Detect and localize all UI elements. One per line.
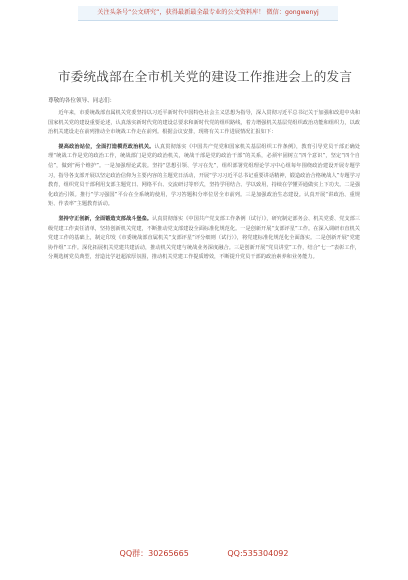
section-1-text: 认真贯彻落实《中国共产党党和国家机关基层组织工作条例》，教育引导党员干部正确处理“统战工作是党的政治工作，统战部门是党的政治机关，统战干部是党的政治干部”的关系，必须牢固树立“四个意识”，坚定“四个自信”，做到“两个维护”。一是加强理论武装。坚持“思想引领、学习在先”，组织部署党组理论学习中心组每年围绕政治建设开展专题学习，指导各支部开展以坚定政治信仰为主要内容的主题党日活动，开展“学习习近平总书记重要讲话精神，锻造政治合格统战人”专题学习教育，组织党员干部利用支部主题党日、网络平台、交流研讨等形式，坚持学用结合、学以致用，持续在学懂弄通做实上下功夫。二是强化政治引领。推行“学习强国”平台在全系统的使用，学习答题积分率位居全市前列。三是加强政治生态建设。认真开展“讲政治、重规矩、作表率”主题教育活动。: [48, 143, 360, 208]
document-body: [48, 96, 360, 268]
footer: [0, 548, 408, 559]
greeting: 尊敬的各位领导、同志们：: [48, 98, 116, 104]
section-1-paragraph: [48, 143, 360, 210]
section-1-lead: 提高政治站位，全面打造模范政治机关。: [58, 143, 155, 150]
section-2-lead: 坚持守正创新，全面锻造支部战斗堡垒。: [58, 215, 152, 222]
section-2-paragraph: [48, 215, 360, 263]
section-2-text: 认真贯彻落实《中国共产党支部工作条例（试行）》，研究制定部务会、机关党委、党支部三级党建工作责任清单，坚持创新机关党建，不断推动党支部建设全面标准化规范化。一是创新开展“支部评星”工作。在深入调研市直机关党建工作的基础上，制定印发《市委统战部直属机关“支部评星”评分细则（试行）》，将党建标准化规范化全面落实。二是创新开展“党建协作组”工作。深化拓展机关党建共建活动，推动机关党建与统战业务深度融合。三是创新开展“党员讲堂”工作，结合“七一”表彰工作，分期选树党员典型，营造比学赶超浓厚氛围，推动机关党建工作提质增效，不断提升党员干部的政治素养和业务能力。: [48, 215, 360, 261]
top-banner: 关注头条号“公文研究”，获得最新最全最专业的公文资料库！ 微信：gongwenyj: [78, 6, 338, 21]
footer-qq: QQ:535304092: [227, 549, 289, 558]
intro-paragraph: 近年来，市委统战部直属机关党委坚持以习近平新时代中国特色社会主义思想为指导，深入贯彻习近平总书记关于加强和改进中央和国家机关党的建设重要论述，认真落实新时代党的建设总要求和新时代党的组织路线，着力增强机关基层党组织政治功能和组织力，以政治机关建设走在前列推动全市统战工作走在前列。根据会议安排，现将有关工作进展情况汇报如下：: [48, 110, 360, 136]
document-title: 市委统战部在全市机关党的建设工作推进会上的发言: [57, 69, 353, 84]
footer-qq-group: QQ群：30265665: [119, 549, 189, 558]
